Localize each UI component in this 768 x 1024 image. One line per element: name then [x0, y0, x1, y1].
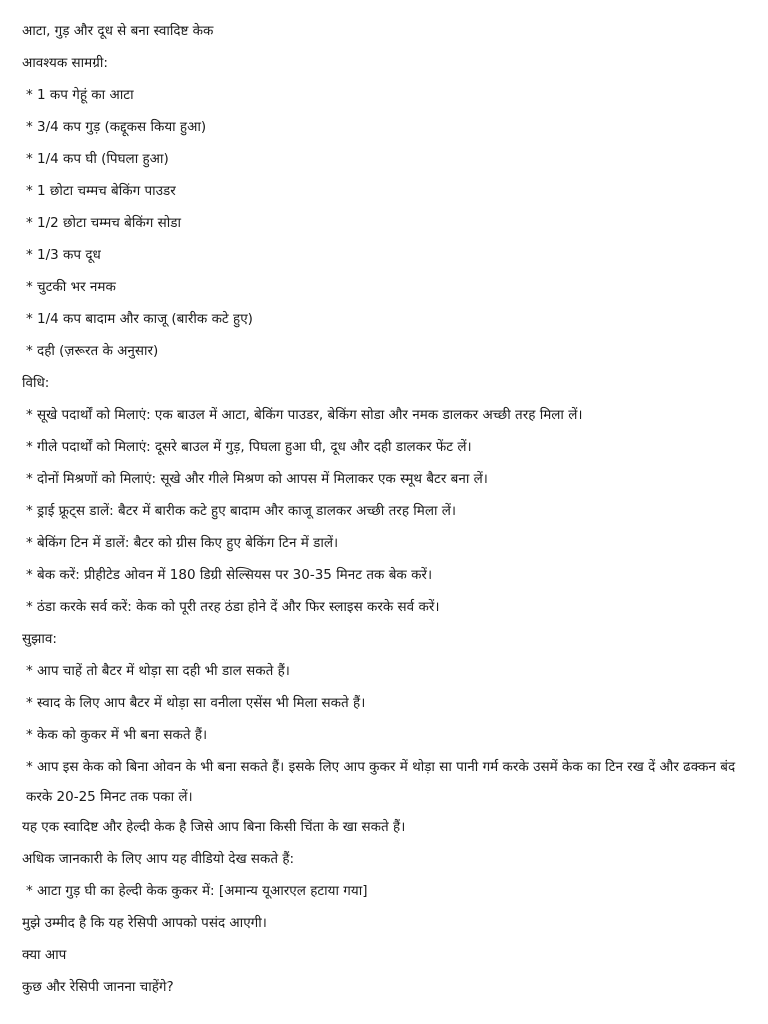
recipe-title: आटा, गुड़ और दूध से बना स्वादिष्ट केक	[22, 23, 214, 39]
tips-heading: सुझाव:	[22, 631, 57, 647]
method-step: * ठंडा करके सर्व करें: केक को पूरी तरह ठंडा होने दें और फिर स्लाइस करके सर्व करें।	[26, 599, 440, 615]
method-step: * बेक करें: प्रीहीटेड ओवन में 180 डिग्री सेल्सियस पर 30-35 मिनट तक बेक करें।	[26, 567, 433, 583]
method-step: * दोनों मिश्रणों को मिलाएं: सूखे और गीले मिश्रण को आपस में मिलाकर एक स्मूथ बैटर बना लें।	[26, 471, 488, 487]
healthy-note: यह एक स्वादिष्ट और हेल्दी केक है जिसे आप बिना किसी चिंता के खा सकते हैं।	[22, 819, 406, 835]
tip-item: * केक को कुकर में भी बना सकते हैं।	[26, 727, 208, 743]
ingredient-item: * 1/4 कप घी (पिघला हुआ)	[26, 151, 169, 167]
tip-item: * आप चाहें तो बैटर में थोड़ा सा दही भी डाल सकते हैं।	[26, 663, 290, 679]
video-intro: अधिक जानकारी के लिए आप यह वीडियो देख सकते हैं:	[22, 851, 295, 867]
tip-item: * आप इस केक को बिना ओवन के भी बना सकते हैं। इसके लिए आप कुकर में थोड़ा सा पानी गर्म करके उसमें केक का टिन रख दें और ढक्कन बंद करके 20-25 मिनट तक पका लें।	[26, 759, 736, 805]
ingredient-item: * 1/3 कप दूध	[26, 247, 101, 263]
question-line-1: क्या आप	[22, 947, 67, 963]
ingredient-item: * दही (ज़रूरत के अनुसार)	[26, 343, 159, 359]
method-step: * ड्राई फ्रूट्स डालें: बैटर में बारीक कटे हुए बादाम और काजू डालकर अच्छी तरह मिला लें।	[26, 503, 457, 519]
ingredients-heading: आवश्यक सामग्री:	[22, 55, 108, 71]
tip-item: * स्वाद के लिए आप बैटर में थोड़ा सा वनीला एसेंस भी मिला सकते हैं।	[26, 695, 366, 711]
ingredient-item: * 1 कप गेहूं का आटा	[26, 87, 134, 103]
method-step: * गीले पदार्थों को मिलाएं: दूसरे बाउल में गुड़, पिघला हुआ घी, दूध और दही डालकर फेंट लें।	[26, 439, 472, 455]
method-step: * बेकिंग टिन में डालें: बैटर को ग्रीस किए हुए बेकिंग टिन में डालें।	[26, 535, 339, 551]
question-line-2: कुछ और रेसिपी जानना चाहेंगे?	[22, 979, 174, 995]
video-item: * आटा गुड़ घी का हेल्दी केक कुकर में: [अमान्य यूआरएल हटाया गया]	[26, 883, 368, 899]
ingredient-item: * 1/4 कप बादाम और काजू (बारीक कटे हुए)	[26, 311, 253, 327]
ingredient-item: * 1/2 छोटा चम्मच बेकिंग सोडा	[26, 215, 181, 231]
ingredient-item: * चुटकी भर नमक	[26, 279, 116, 295]
hope-text: मुझे उम्मीद है कि यह रेसिपी आपको पसंद आएगी।	[22, 915, 267, 931]
method-step: * सूखे पदार्थों को मिलाएं: एक बाउल में आटा, बेकिंग पाउडर, बेकिंग सोडा और नमक डालकर अच्छी तरह मिला लें।	[26, 407, 583, 423]
method-heading: विधि:	[22, 375, 50, 391]
ingredient-item: * 1 छोटा चम्मच बेकिंग पाउडर	[26, 183, 176, 199]
ingredient-item: * 3/4 कप गुड़ (कद्दूकस किया हुआ)	[26, 119, 207, 135]
